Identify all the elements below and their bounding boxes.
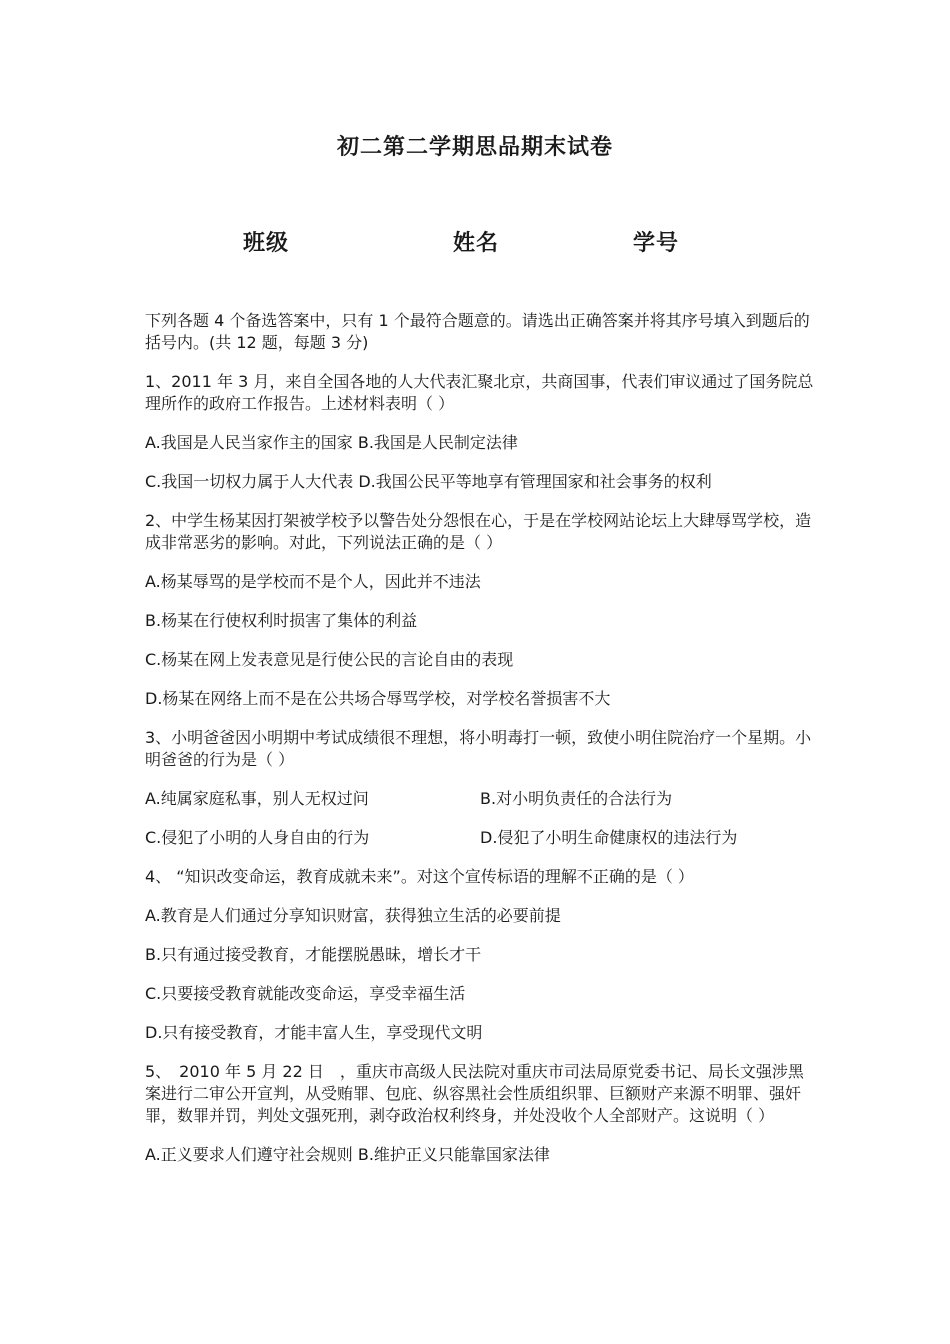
question-4: [145, 866, 815, 1044]
question-5: [145, 1061, 815, 1166]
question-stem: 4、 “知识改变命运，教育成就未来”。对这个宣传标语的理解不正确的是（ ）: [145, 867, 694, 886]
answer-option-d: D.侵犯了小明生命健康权的违法行为: [480, 828, 738, 847]
name-field-label: 姓名: [453, 231, 500, 256]
question-stem: 2、中学生杨某因打架被学校予以警告处分怨恨在心，于是在学校网站论坛上大肆辱骂学校，造成非常恶劣的影响。对此，下列说法正确的是（ ）: [145, 511, 812, 552]
question-2: [145, 510, 815, 710]
answer-option-b: B.只有通过接受教育，才能摆脱愚昧，增长才干: [145, 945, 482, 964]
answer-option-c: C.只要接受教育就能改变命运，享受幸福生活: [145, 984, 466, 1003]
answer-option-a: A.教育是人们通过分享知识财富，获得独立生活的必要前提: [145, 906, 561, 925]
answer-option-line: A.我国是人民当家作主的国家 B.我国是人民制定法律: [145, 433, 518, 452]
answer-option-row: [145, 827, 815, 849]
answer-option-line: A.正义要求人们遵守社会规则 B.维护正义只能靠国家法律: [145, 1145, 550, 1164]
question-stem: 1、2011 年 3 月，来自全国各地的人大代表汇聚北京，共商国事，代表们审议通过了国务院总理所作的政府工作报告。上述材料表明（ ）: [145, 372, 814, 413]
question-stem: 5、 2010 年 5 月 22 日 ，重庆市高级人民法院对重庆市司法局原党委书记、局长文强涉黑案进行二审公开宣判，从受贿罪、包庇、纵容黑社会性质组织罪、巨额财产来源不明罪、强奸罪，数罪并罚，判处文强死刑，剥夺政治权利终身，并处没收个人全部财产。这说明（ ）: [145, 1062, 804, 1125]
question-1: [145, 371, 815, 493]
answer-option-c: C.杨某在网上发表意见是行使公民的言论自由的表现: [145, 650, 514, 669]
answer-option-b: B.杨某在行使权利时损害了集体的利益: [145, 611, 418, 630]
answer-option-d: D.只有接受教育，才能丰富人生，享受现代文明: [145, 1023, 483, 1042]
answer-option-row: [145, 788, 815, 810]
answer-option-b: B.对小明负责任的合法行为: [480, 789, 673, 808]
instructions: 下列各题 4 个备选答案中，只有 1 个最符合题意的。请选出正确答案并将其序号填入到题后的括号内。(共 12 题，每题 3 分): [145, 311, 810, 352]
question-3: [145, 727, 815, 849]
answer-option-a: A.纯属家庭私事，别人无权过问: [145, 789, 369, 808]
answer-option-c: C.侵犯了小明的人身自由的行为: [145, 828, 370, 847]
answer-option-d: D.杨某在网络上而不是在公共场合辱骂学校，对学校名誉损害不大: [145, 689, 611, 708]
answer-option-line: C.我国一切权力属于人大代表 D.我国公民平等地享有管理国家和社会事务的权利: [145, 472, 712, 491]
page-title: 初二第二学期思品期末试卷: [336, 135, 613, 160]
class-field-label: 班级: [243, 231, 290, 256]
question-stem: 3、小明爸爸因小明期中考试成绩很不理想，将小明毒打一顿，致使小明住院治疗一个星期。小明爸爸的行为是（ ）: [145, 728, 812, 769]
answer-option-a: A.杨某辱骂的是学校而不是个人，因此并不违法: [145, 572, 481, 591]
student-id-field-label: 学号: [633, 231, 680, 256]
exam-body: [145, 310, 815, 1183]
